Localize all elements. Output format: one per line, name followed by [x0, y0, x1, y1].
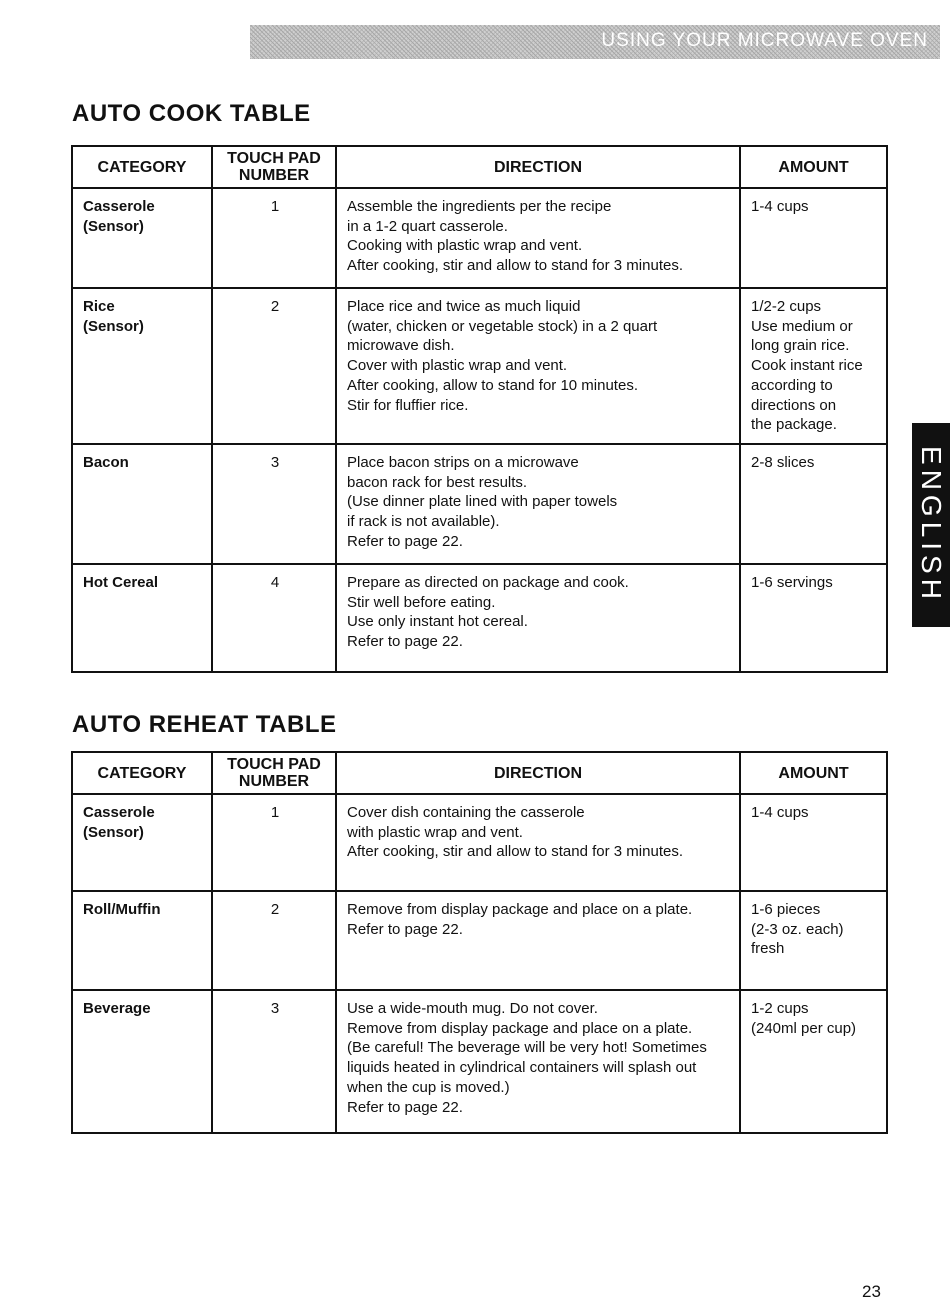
direction-cell-line: Refer to page 22. [347, 532, 463, 550]
table-header-row [72, 752, 887, 794]
direction-cell-line: Use a wide-mouth mug. Do not cover. [347, 1000, 598, 1017]
category-cell [72, 990, 212, 1133]
category-cell-line: Rice [83, 298, 115, 315]
amount-cell-line: 1/2-2 cups [751, 298, 822, 315]
direction-cell-line: After cooking, stir and allow to stand for 3 minutes. [347, 843, 683, 861]
amount-cell-line: 1-2 cups [751, 1000, 809, 1017]
table-row [72, 188, 887, 288]
category-cell-line: (Sensor) [83, 317, 144, 335]
direction-cell-line: microwave dish. [347, 337, 455, 355]
table-row [72, 444, 887, 564]
direction-cell-line: Assemble the ingredients per the recipe [347, 198, 612, 215]
direction-cell-line: in a 1-2 quart casserole. [347, 217, 508, 235]
auto-cook-title: AUTO COOK TABLE [72, 100, 311, 127]
auto-cook-table [71, 145, 888, 673]
amount-cell [740, 444, 887, 564]
direction-cell [336, 444, 740, 564]
amount-cell [740, 564, 887, 672]
direction-header: DIRECTION [336, 146, 740, 188]
direction-cell-line: liquids heated in cylindrical containers will splash out [347, 1059, 697, 1077]
category-header: CATEGORY [72, 752, 212, 794]
side-tab-label: ENGLISH [916, 446, 947, 604]
touch-pad-number-cell: 3 [212, 990, 336, 1133]
direction-cell-line: After cooking, stir and allow to stand for 3 minutes. [347, 257, 683, 275]
table-row [72, 564, 887, 672]
direction-cell-line: with plastic wrap and vent. [347, 823, 523, 841]
category-cell-line: (Sensor) [83, 217, 144, 235]
table-row [72, 990, 887, 1133]
amount-cell-line: (2-3 oz. each) [751, 920, 844, 938]
auto-reheat-table [71, 751, 888, 1134]
direction-cell-line: (Use dinner plate lined with paper towels [347, 493, 618, 511]
direction-cell-line: when the cup is moved.) [347, 1078, 510, 1096]
amount-cell-line: 1-6 pieces [751, 901, 821, 918]
touch-pad-number-cell: 4 [212, 564, 336, 672]
direction-cell-line: Refer to page 22. [347, 1098, 463, 1116]
amount-cell [740, 288, 887, 444]
category-cell [72, 288, 212, 444]
category-cell-line: Casserole [83, 198, 155, 215]
amount-cell-line: 2-8 slices [751, 453, 815, 471]
direction-cell [336, 891, 740, 990]
touch-pad-number-cell: 2 [212, 891, 336, 990]
category-cell [72, 188, 212, 288]
amount-cell-line: according to [751, 376, 833, 394]
touch-pad-number-cell: 2 [212, 288, 336, 444]
direction-cell-line: Remove from display package and place on a plate. [347, 901, 693, 918]
amount-cell-line: Use medium or [751, 317, 853, 335]
direction-cell-line: Place rice and twice as much liquid [347, 298, 581, 315]
direction-cell [336, 188, 740, 288]
amount-cell [740, 990, 887, 1133]
header-title: USING YOUR MICROWAVE OVEN [601, 30, 928, 51]
direction-cell-line: Prepare as directed on package and cook. [347, 573, 629, 591]
direction-cell-line: Stir well before eating. [347, 593, 496, 611]
category-cell-line: Casserole [83, 804, 155, 821]
touch-pad-number-header: TOUCH PAD NUMBER [212, 146, 336, 188]
category-cell-line: Bacon [83, 453, 129, 471]
direction-cell-line: Refer to page 22. [347, 633, 463, 651]
direction-cell [336, 288, 740, 444]
direction-cell-line: bacon rack for best results. [347, 473, 528, 491]
direction-cell-line: Cover dish containing the casserole [347, 804, 585, 821]
category-cell [72, 794, 212, 891]
direction-cell-line: Cooking with plastic wrap and vent. [347, 237, 583, 255]
amount-header: AMOUNT [740, 146, 887, 188]
direction-cell-line: Remove from display package and place on a plate. [347, 1019, 693, 1037]
category-cell-line: Hot Cereal [83, 573, 159, 591]
touch-pad-number-cell: 1 [212, 188, 336, 288]
direction-cell-line: (water, chicken or vegetable stock) in a 2 quart [347, 317, 658, 335]
category-cell [72, 444, 212, 564]
touch-pad-number-cell: 1 [212, 794, 336, 891]
direction-header: DIRECTION [336, 752, 740, 794]
amount-cell-line: 1-6 servings [751, 573, 833, 591]
category-header: CATEGORY [72, 146, 212, 188]
amount-cell-line: directions on [751, 396, 837, 414]
amount-header: AMOUNT [740, 752, 887, 794]
category-cell-line: (Sensor) [83, 823, 144, 841]
table-header-row [72, 146, 887, 188]
amount-cell-line: (240ml per cup) [751, 1019, 857, 1037]
direction-cell-line: Cover with plastic wrap and vent. [347, 357, 568, 375]
auto-reheat-title: AUTO REHEAT TABLE [72, 711, 337, 738]
category-cell [72, 891, 212, 990]
direction-cell-line: (Be careful! The beverage will be very hot! Sometimes [347, 1039, 707, 1057]
table-row [72, 288, 887, 444]
direction-cell-line: After cooking, allow to stand for 10 minutes. [347, 376, 638, 394]
table-row [72, 794, 887, 891]
direction-cell-line: Refer to page 22. [347, 920, 463, 938]
touch-pad-number-cell: 3 [212, 444, 336, 564]
amount-cell-line: 1-4 cups [751, 198, 809, 215]
page-number: 23 [862, 1282, 881, 1301]
direction-cell [336, 990, 740, 1133]
amount-cell [740, 794, 887, 891]
direction-cell-line: if rack is not available). [347, 513, 500, 531]
category-cell-line: Roll/Muffin [83, 901, 161, 918]
direction-cell-line: Place bacon strips on a microwave [347, 453, 579, 471]
english-side-tab [912, 423, 950, 627]
table-row [72, 891, 887, 990]
amount-cell [740, 188, 887, 288]
direction-cell-line: Use only instant hot cereal. [347, 613, 528, 631]
amount-cell [740, 891, 887, 990]
header-band [250, 25, 940, 59]
direction-cell [336, 564, 740, 672]
direction-cell [336, 794, 740, 891]
amount-cell-line: the package. [751, 416, 837, 434]
touch-pad-number-header: TOUCH PAD NUMBER [212, 752, 336, 794]
category-cell-line: Beverage [83, 1000, 151, 1017]
amount-cell-line: fresh [751, 940, 785, 958]
amount-cell-line: Cook instant rice [751, 357, 863, 375]
category-cell [72, 564, 212, 672]
amount-cell-line: long grain rice. [751, 337, 850, 355]
direction-cell-line: Stir for fluffier rice. [347, 396, 469, 414]
amount-cell-line: 1-4 cups [751, 804, 809, 821]
